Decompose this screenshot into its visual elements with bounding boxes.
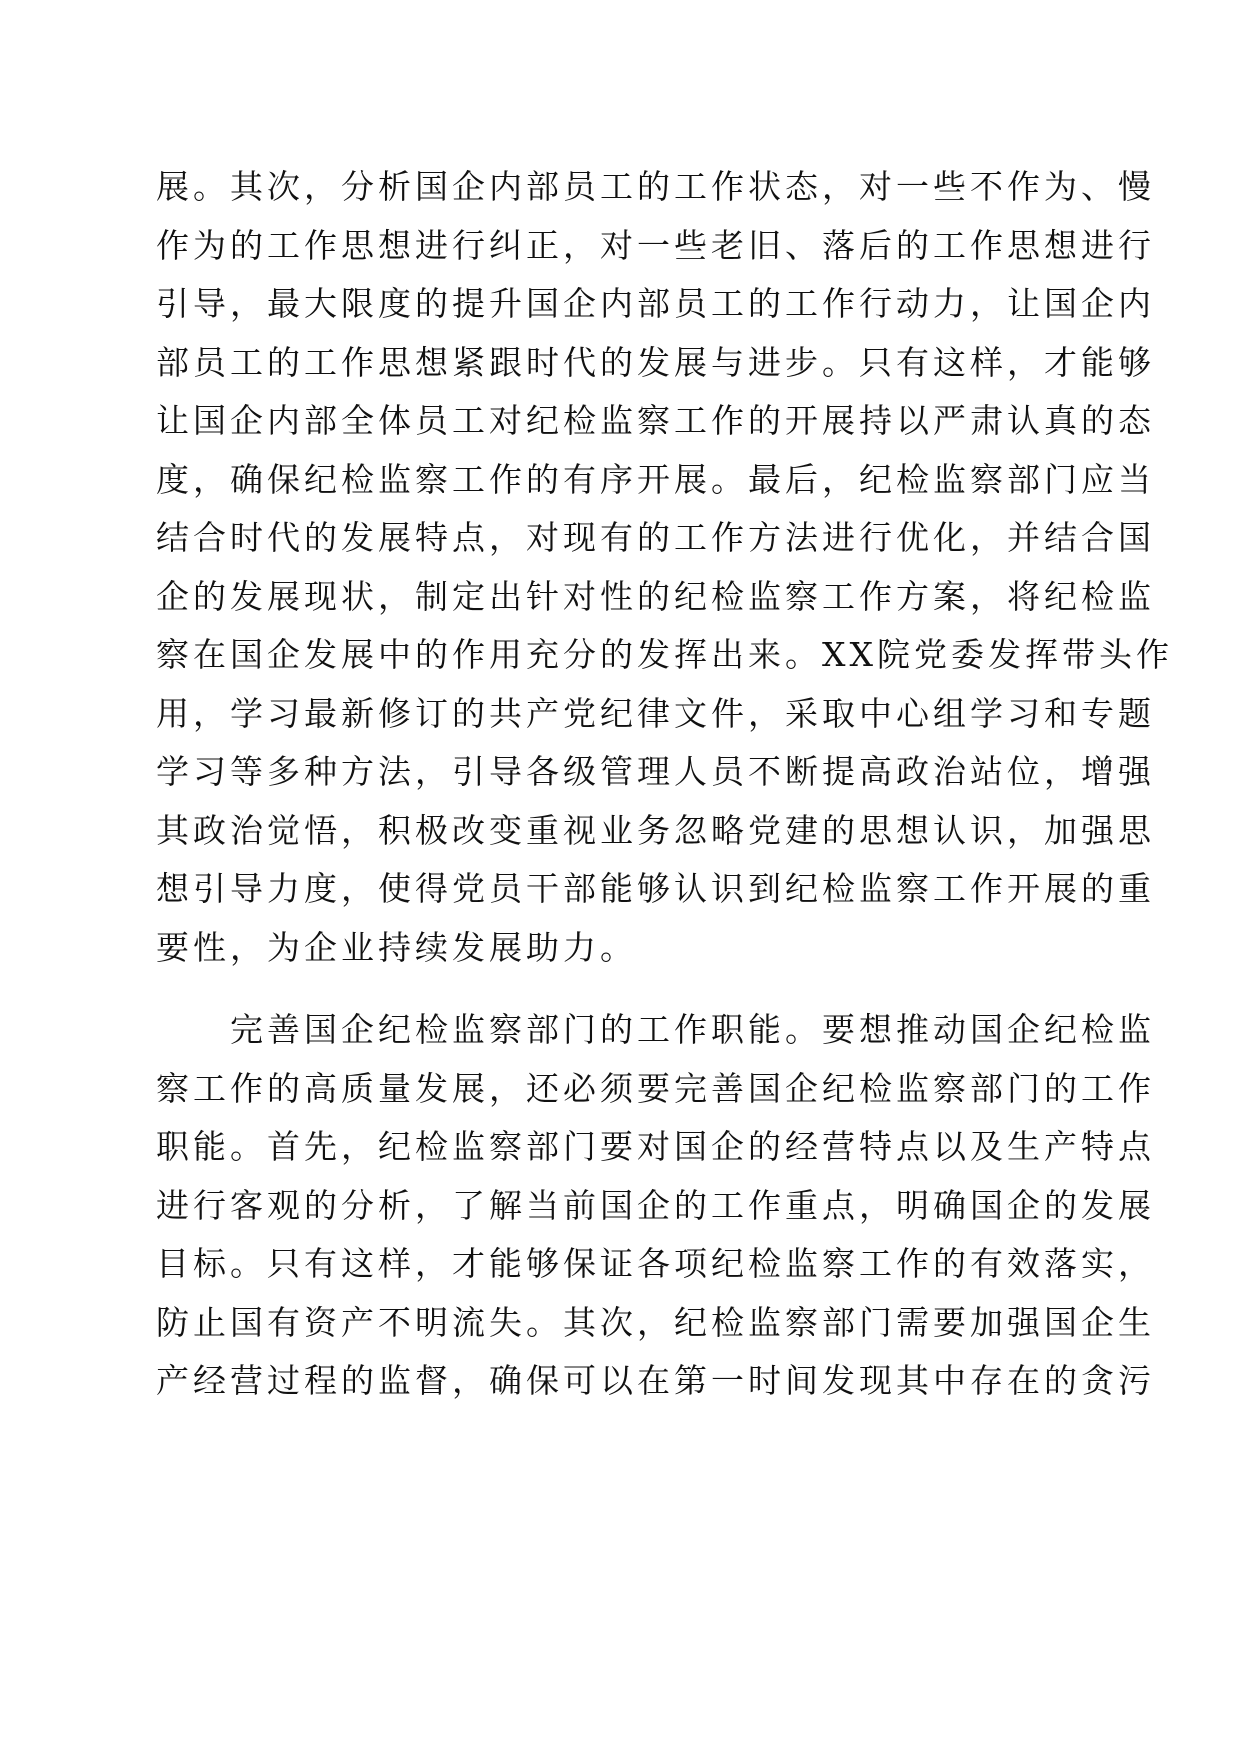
paragraph-2 (156, 1001, 1155, 1411)
text-line: 要性，为企业持续发展助力。 (156, 927, 637, 967)
text-line: 用，学习最新修订的共产党纪律文件，采取中心组学习和专题 (156, 693, 1155, 733)
text-line: 其政治觉悟，积极改变重视业务忽略党建的思想认识，加强思 (156, 810, 1155, 850)
text-line: 目标。只有这样，才能够保证各项纪检监察工作的有效落实， (156, 1244, 1155, 1283)
text-line: 度，确保纪检监察工作的有序开展。最后，纪检监察部门应当 (156, 459, 1155, 499)
text-line: 想引导力度，使得党员干部能够认识到纪检监察工作开展的重 (156, 869, 1155, 908)
document-body (156, 158, 1173, 1411)
paragraph-1 (156, 158, 1173, 977)
text-line: 让国企内部全体员工对纪检监察工作的开展持以严肃认真的态 (156, 401, 1155, 440)
text-line: 察在国企发展中的作用充分的发挥出来。XX院党委发挥带头作 (156, 635, 1173, 674)
text-line: 察工作的高质量发展，还必须要完善国企纪检监察部门的工作 (156, 1068, 1155, 1108)
text-line: 防止国有资产不明流失。其次，纪检监察部门需要加强国企生 (156, 1302, 1155, 1342)
text-line: 部员工的工作思想紧跟时代的发展与进步。只有这样，才能够 (156, 342, 1155, 382)
text-line: 结合时代的发展特点，对现有的工作方法进行优化，并结合国 (156, 518, 1155, 557)
text-line: 产经营过程的监督，确保可以在第一时间发现其中存在的贪污 (156, 1361, 1155, 1400)
text-line: 学习等多种方法，引导各级管理人员不断提高政治站位，增强 (156, 752, 1155, 791)
text-line: 企的发展现状，制定出针对性的纪检监察工作方案，将纪检监 (156, 576, 1155, 616)
text-line: 进行客观的分析，了解当前国企的工作重点，明确国企的发展 (156, 1185, 1155, 1225)
text-line: 完善国企纪检监察部门的工作职能。要想推动国企纪检监 (230, 1010, 1155, 1049)
text-line: 展。其次，分析国企内部员工的工作状态，对一些不作为、慢 (156, 167, 1155, 206)
text-line: 职能。首先，纪检监察部门要对国企的经营特点以及生产特点 (156, 1127, 1155, 1166)
text-line: 引导，最大限度的提升国企内部员工的工作行动力，让国企内 (156, 284, 1155, 323)
text-line: 作为的工作思想进行纠正，对一些老旧、落后的工作思想进行 (156, 225, 1155, 265)
